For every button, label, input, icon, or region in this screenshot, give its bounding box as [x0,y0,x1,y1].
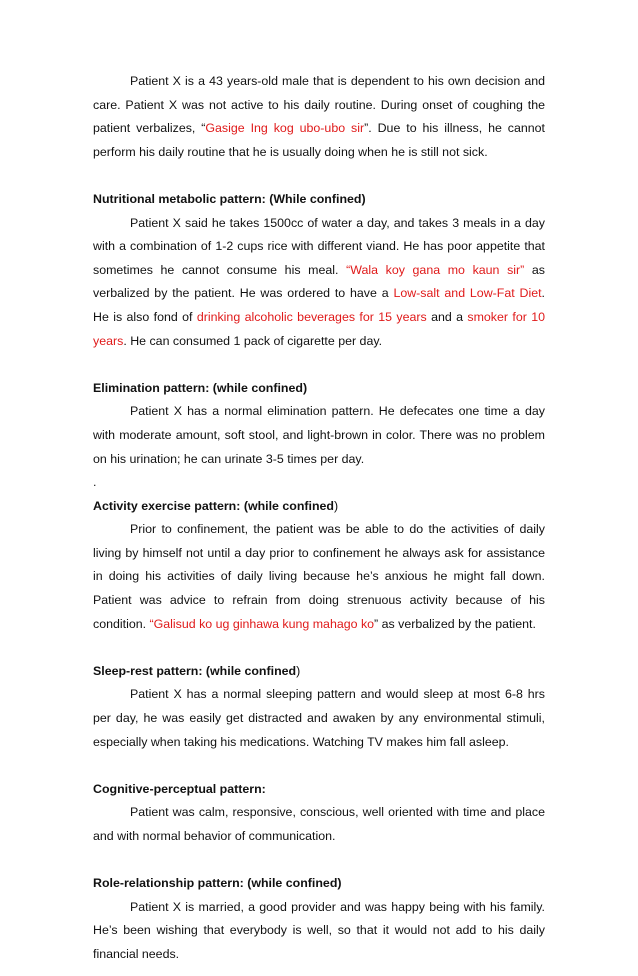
nutrition-text-5: . He can consumed 1 pack of cigarette per day. [123,333,383,348]
intro-paragraph [93,70,545,164]
alcohol-highlight: drinking alcoholic beverages for 15 years [196,309,427,324]
activity-text-end: ” as verbalized by the patient. [374,616,536,631]
nutrition-quote: “Wala koy gana mo kaun sir” [346,262,525,277]
activity-paragraph [93,518,545,636]
elimination-paragraph: Patient X has a normal elimination pattern. He defecates one time a day with moderate amount, soft stool, and light-brown in color. There was no problem on his urination; he can urinate 3-5 times per day. [93,404,545,466]
spacer [93,849,545,873]
nutrition-text: Patient X said he takes 1500cc of water a day, and takes 3 meals in a day with a combination of 1-2 cups rice with different viand. He has poor appetite that sometimes he cannot consume his meal. [93,215,545,277]
role-paragraph: Patient X is married, a good provider and was happy being with his family. He’s been wishing that everybody is well, so that it would not add to his daily financial needs. [93,899,545,961]
smoker-highlight: smoker for 10 years [93,309,545,348]
spacer [93,164,545,188]
diet-highlight: Low-salt and Low-Fat Diet [393,286,542,301]
cognitive-heading: Cognitive-perceptual pattern: [93,781,266,796]
stray-dot: . [93,475,97,490]
spacer [93,754,545,778]
spacer [93,636,545,660]
spacer [93,353,545,377]
sleep-heading [93,660,545,684]
sleep-paragraph: Patient X has a normal sleeping pattern and would sleep at most 6-8 hrs per day, he was easily get distracted and awaken by any environmental stimuli, especially when taking his medications. Watching TV makes him fall asleep. [93,687,545,749]
intro-quote: Gasige Ing kog ubo-ubo sir [205,121,365,136]
activity-heading-paren: ) [334,498,339,513]
activity-text: Prior to confinement, the patient was be able to do the activities of daily living by himself not until a day prior to confinement he always ask for assistance in doing his activities of daily living because he’s anxious he might fall down. Patient was advice to refrain from doing strenuous activity because of his condition. [93,522,545,631]
nutrition-heading: Nutritional metabolic pattern: (While confined) [93,191,366,206]
elimination-heading: Elimination pattern: (while confined) [93,380,308,395]
sleep-heading-text: Sleep-rest pattern: (while confined [93,663,297,678]
document-page [93,70,545,967]
cognitive-paragraph: Patient was calm, responsive, conscious, well oriented with time and place and with normal behavior of communication. [93,805,545,843]
nutrition-text-3: . He is also fond of [93,286,545,324]
activity-heading [93,495,545,519]
sleep-heading-paren: ) [296,663,301,678]
nutrition-text-2: as verbalized by the patient. He was ordered to have a [93,262,545,301]
role-heading: Role-relationship pattern: (while confined) [93,876,342,891]
nutrition-text-4: and a [426,309,468,324]
intro-text: Patient X is a 43 years-old male that is dependent to his own decision and care. Patient X was not active to his daily routine. During onset of coughing the patient verbalizes, “ [93,74,545,136]
nutrition-paragraph [93,212,545,354]
activity-heading-text: Activity exercise pattern: (while confined [93,498,334,513]
activity-quote: “Galisud ko ug ginhawa kung mahago ko [149,616,375,631]
intro-text-end: ”. Due to his illness, he cannot perform his daily routine that he is usually doing when he is still not sick. [93,121,545,159]
